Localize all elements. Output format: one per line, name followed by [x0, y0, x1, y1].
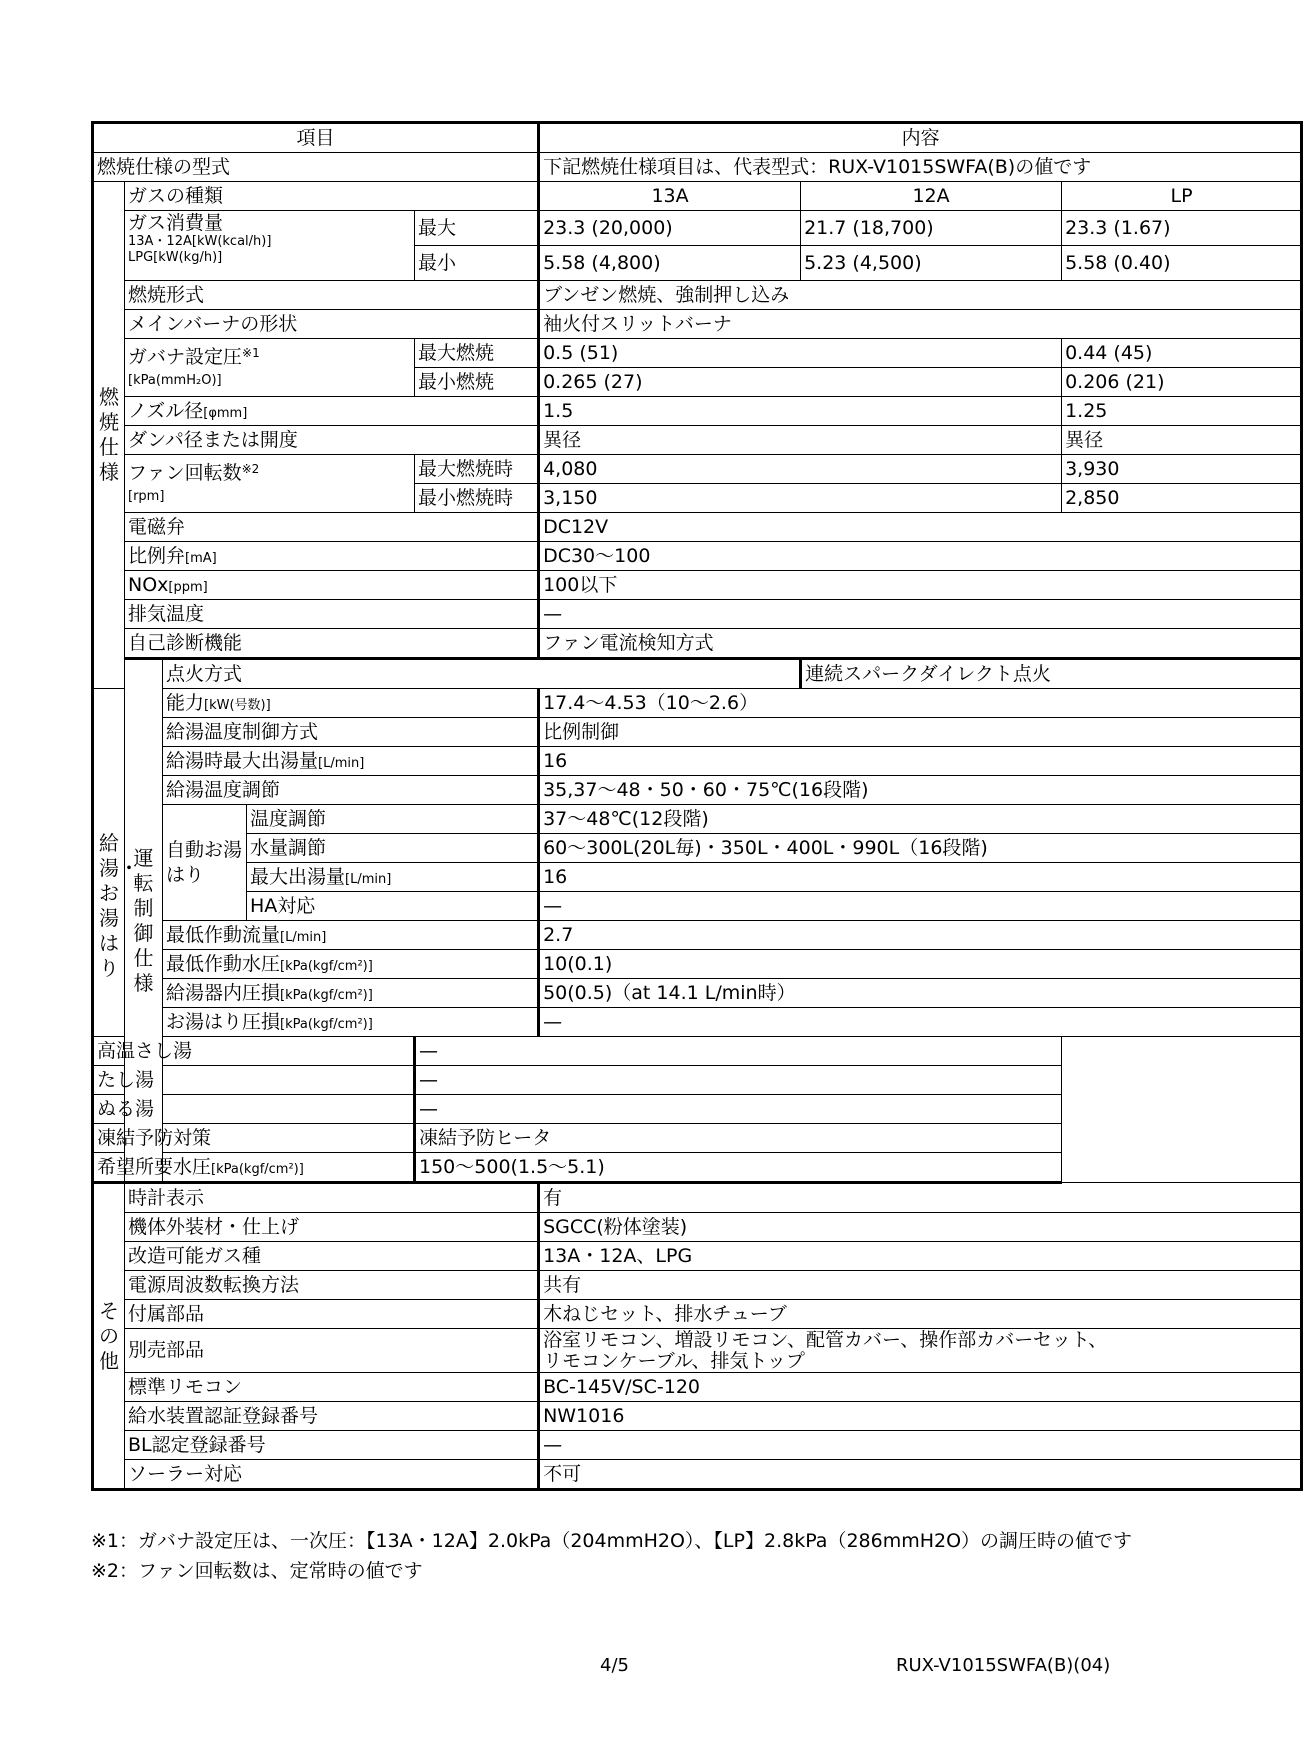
- consumption-max-12a: 21.7 (18,700): [801, 211, 1062, 246]
- min-flow-unit: [L/min]: [280, 929, 327, 945]
- required-pressure-label: 希望所要水圧: [97, 1155, 212, 1178]
- casing-label: 機体外装材・仕上げ: [125, 1213, 539, 1242]
- fill-loss-label: お湯はり圧損: [166, 1010, 281, 1033]
- fill-loss-unit: [kPa(kgf/cm²)]: [280, 1016, 373, 1032]
- nozzle-label: ノズル径: [128, 399, 204, 422]
- fan-label: ファン回転数: [128, 461, 242, 484]
- burner-value: 袖火付スリットバーナ: [539, 310, 1302, 339]
- bl-cert-value: —: [539, 1431, 1302, 1460]
- convertible-value: 13A・12A、LPG: [539, 1242, 1302, 1271]
- fan-max-label: 最大燃焼時: [415, 455, 539, 484]
- auto-max-flow-value: 16: [539, 863, 1302, 892]
- required-pressure-label-cell: [93, 1153, 415, 1183]
- exhaust-label: 排気温度: [125, 600, 539, 629]
- fan-min-city: 3,150: [539, 484, 1062, 513]
- auto-volume-label: 水量調節: [247, 834, 539, 863]
- combustion-form-label: 燃焼形式: [125, 281, 539, 310]
- casing-value: SGCC(粉体塗装): [539, 1213, 1302, 1242]
- proportional-unit: [mA]: [185, 550, 217, 566]
- optional-value: [539, 1329, 1302, 1373]
- solenoid-value: DC12V: [539, 513, 1302, 542]
- water-cert-value: NW1016: [539, 1402, 1302, 1431]
- auto-ha-value: —: [539, 892, 1302, 921]
- governor-label-cell: [125, 339, 415, 397]
- lukewarm-value: —: [415, 1095, 1062, 1124]
- pressure-loss-label: 給湯器内圧損: [166, 981, 281, 1004]
- proportional-label-cell: [125, 542, 539, 571]
- fan-unit: [rpm]: [128, 488, 165, 504]
- solar-value: 不可: [539, 1460, 1302, 1490]
- consumption-min-lp: 5.58 (0.40): [1062, 246, 1302, 281]
- min-pressure-label-cell: [163, 950, 539, 979]
- auto-temp-value: 37〜48℃(12段階): [539, 805, 1302, 834]
- optional-value-line1: 浴室リモコン、増設リモコン、配管カバー、操作部カバーセット、: [543, 1328, 1108, 1351]
- footnote-1: ※1：ガバナ設定圧は、一次圧：【13A・12A】2.0kPa（204mmH2O）、【LP】2.8kPa（286mmH2O）の調圧時の値です: [91, 1530, 1133, 1552]
- diagnosis-label: 自己診断機能: [125, 629, 539, 659]
- pressure-loss-unit: [kPa(kgf/cm²)]: [280, 987, 373, 1003]
- exhaust-value: —: [539, 600, 1302, 629]
- freeze-label: 凍結予防対策: [93, 1124, 415, 1153]
- capacity-label-cell: [163, 689, 539, 718]
- add-water-value: —: [415, 1066, 1062, 1095]
- nox-unit: [ppm]: [168, 579, 208, 595]
- min-pressure-label: 最低作動水圧: [166, 952, 281, 975]
- section-combustion: 燃焼仕様: [93, 182, 125, 689]
- spec-table: [91, 121, 1303, 1491]
- max-flow-unit: [L/min]: [318, 755, 365, 771]
- nozzle-city: 1.5: [539, 397, 1062, 426]
- required-pressure-unit: [kPa(kgf/cm²)]: [211, 1161, 304, 1177]
- page-number: 4/5: [600, 1655, 629, 1676]
- consumption-max-label: 最大: [415, 211, 539, 246]
- clock-label: 時計表示: [125, 1183, 539, 1213]
- auto-max-flow-label-cell: [247, 863, 539, 892]
- header-content: 内容: [539, 123, 1302, 153]
- convertible-label: 改造可能ガス種: [125, 1242, 539, 1271]
- freeze-value: 凍結予防ヒータ: [415, 1124, 1062, 1153]
- min-flow-label-cell: [163, 921, 539, 950]
- max-flow-label-cell: [163, 747, 539, 776]
- governor-max-city: 0.5 (51): [539, 339, 1062, 368]
- burner-label: メインバーナの形状: [125, 310, 539, 339]
- min-flow-label: 最低作動流量: [166, 923, 281, 946]
- auto-max-flow-unit: [L/min]: [345, 871, 392, 887]
- model-row-label: 燃焼仕様の型式: [93, 153, 539, 182]
- nozzle-unit: [φmm]: [203, 405, 248, 421]
- header-item: 項目: [93, 123, 539, 153]
- fill-loss-label-cell: [163, 1008, 539, 1037]
- governor-note-mark: ※1: [242, 345, 260, 360]
- gas-type-12a: 12A: [801, 182, 1062, 211]
- governor-max-lp: 0.44 (45): [1062, 339, 1302, 368]
- nox-label: NOx: [128, 573, 169, 596]
- diagnosis-value: ファン電流検知方式: [539, 629, 1302, 659]
- remote-label: 標準リモコン: [125, 1373, 539, 1402]
- hot-add-label: 高温さし湯: [93, 1037, 415, 1066]
- consumption-label: ガス消費量: [128, 212, 224, 234]
- ignition-value: 連続スパークダイレクト点火: [801, 659, 1302, 689]
- auto-max-flow-label: 最大出湯量: [250, 865, 346, 888]
- consumption-min-12a: 5.23 (4,500): [801, 246, 1062, 281]
- capacity-label: 能力: [166, 691, 205, 714]
- water-cert-label: 給水装置認証登録番号: [125, 1402, 539, 1431]
- hot-add-value: —: [415, 1037, 1062, 1066]
- governor-max-label: 最大燃焼: [415, 339, 539, 368]
- footnotes: [91, 1526, 1132, 1586]
- capacity-unit: [kW(号数)]: [204, 697, 271, 713]
- max-flow-value: 16: [539, 747, 1302, 776]
- auto-volume-value: 60〜300L(20L毎)・350L・400L・990L（16段階): [539, 834, 1302, 863]
- bl-cert-label: BL認定登録番号: [125, 1431, 539, 1460]
- consumption-max-13a: 23.3 (20,000): [539, 211, 801, 246]
- proportional-value: DC30〜100: [539, 542, 1302, 571]
- section-supply-group: 給湯・お湯はり: [93, 689, 125, 1037]
- footnote-2: ※2：ファン回転数は、定常時の値です: [91, 1560, 423, 1582]
- fan-max-lp: 3,930: [1062, 455, 1302, 484]
- min-pressure-unit: [kPa(kgf/cm²)]: [280, 958, 373, 974]
- min-flow-value: 2.7: [539, 921, 1302, 950]
- temp-adjust-label: 給湯温度調節: [163, 776, 539, 805]
- add-water-label: たし湯: [93, 1066, 415, 1095]
- temp-control-label: 給湯温度制御方式: [163, 718, 539, 747]
- document-code: RUX-V1015SWFA(B)(04): [896, 1655, 1111, 1676]
- nox-value: 100以下: [539, 571, 1302, 600]
- lukewarm-label: ぬる湯: [93, 1095, 415, 1124]
- governor-min-city: 0.265 (27): [539, 368, 1062, 397]
- gas-type-13a: 13A: [539, 182, 801, 211]
- accessories-value: 木ねじセット、排水チューブ: [539, 1300, 1302, 1329]
- section-other: その他: [93, 1183, 125, 1490]
- frequency-value: 共有: [539, 1271, 1302, 1300]
- fan-label-cell: [125, 455, 415, 513]
- required-pressure-value: 150〜500(1.5〜5.1): [415, 1153, 1062, 1183]
- min-pressure-value: 10(0.1): [539, 950, 1302, 979]
- optional-label: 別売部品: [125, 1329, 539, 1373]
- consumption-max-lp: 23.3 (1.67): [1062, 211, 1302, 246]
- fan-note-mark: ※2: [241, 461, 260, 476]
- gas-type-label: ガスの種類: [125, 182, 539, 211]
- consumption-min-13a: 5.58 (4,800): [539, 246, 801, 281]
- governor-unit: [kPa(mmH₂O)]: [128, 372, 222, 388]
- model-row-value: 下記燃焼仕様項目は、代表型式：RUX-V1015SWFA(B)の値です: [539, 153, 1302, 182]
- pressure-loss-value: 50(0.5)（at 14.1 L/min時）: [539, 979, 1302, 1008]
- proportional-label: 比例弁: [128, 544, 186, 567]
- auto-group-label: 自動お湯はり: [163, 805, 247, 921]
- remote-value: BC-145V/SC-120: [539, 1373, 1302, 1402]
- consumption-label-cell: [125, 211, 415, 281]
- solar-label: ソーラー対応: [125, 1460, 539, 1490]
- frequency-label: 電源周波数転換方法: [125, 1271, 539, 1300]
- nox-label-cell: [125, 571, 539, 600]
- governor-min-label: 最小燃焼: [415, 368, 539, 397]
- damper-city: 異径: [539, 426, 1062, 455]
- nozzle-lp: 1.25: [1062, 397, 1302, 426]
- fan-max-city: 4,080: [539, 455, 1062, 484]
- fill-loss-value: —: [539, 1008, 1302, 1037]
- fan-min-label: 最小燃焼時: [415, 484, 539, 513]
- pressure-loss-label-cell: [163, 979, 539, 1008]
- consumption-unit-lpg: LPG[kW(kg/h)]: [128, 249, 223, 265]
- optional-value-line2: リモコンケーブル、排気トップ: [543, 1349, 805, 1372]
- consumption-unit-city: 13A・12A[kW(kcal/h)]: [128, 233, 272, 249]
- ignition-label: 点火方式: [163, 659, 801, 689]
- auto-ha-label: HA対応: [247, 892, 539, 921]
- capacity-value: 17.4〜4.53（10〜2.6）: [539, 689, 1302, 718]
- consumption-min-label: 最小: [415, 246, 539, 281]
- combustion-form-value: ブンゼン燃焼、強制押し込み: [539, 281, 1302, 310]
- clock-value: 有: [539, 1183, 1302, 1213]
- max-flow-label: 給湯時最大出湯量: [166, 749, 319, 772]
- damper-lp: 異径: [1062, 426, 1302, 455]
- accessories-label: 付属部品: [125, 1300, 539, 1329]
- nozzle-label-cell: [125, 397, 539, 426]
- section-operation: 運転制御仕様: [125, 659, 163, 1183]
- temp-adjust-value: 35,37〜48・50・60・75℃(16段階): [539, 776, 1302, 805]
- governor-min-lp: 0.206 (21): [1062, 368, 1302, 397]
- damper-label: ダンパ径または開度: [125, 426, 539, 455]
- governor-label: ガバナ設定圧: [128, 345, 243, 368]
- fan-min-lp: 2,850: [1062, 484, 1302, 513]
- solenoid-label: 電磁弁: [125, 513, 539, 542]
- temp-control-value: 比例制御: [539, 718, 1302, 747]
- auto-temp-label: 温度調節: [247, 805, 539, 834]
- gas-type-lp: LP: [1062, 182, 1302, 211]
